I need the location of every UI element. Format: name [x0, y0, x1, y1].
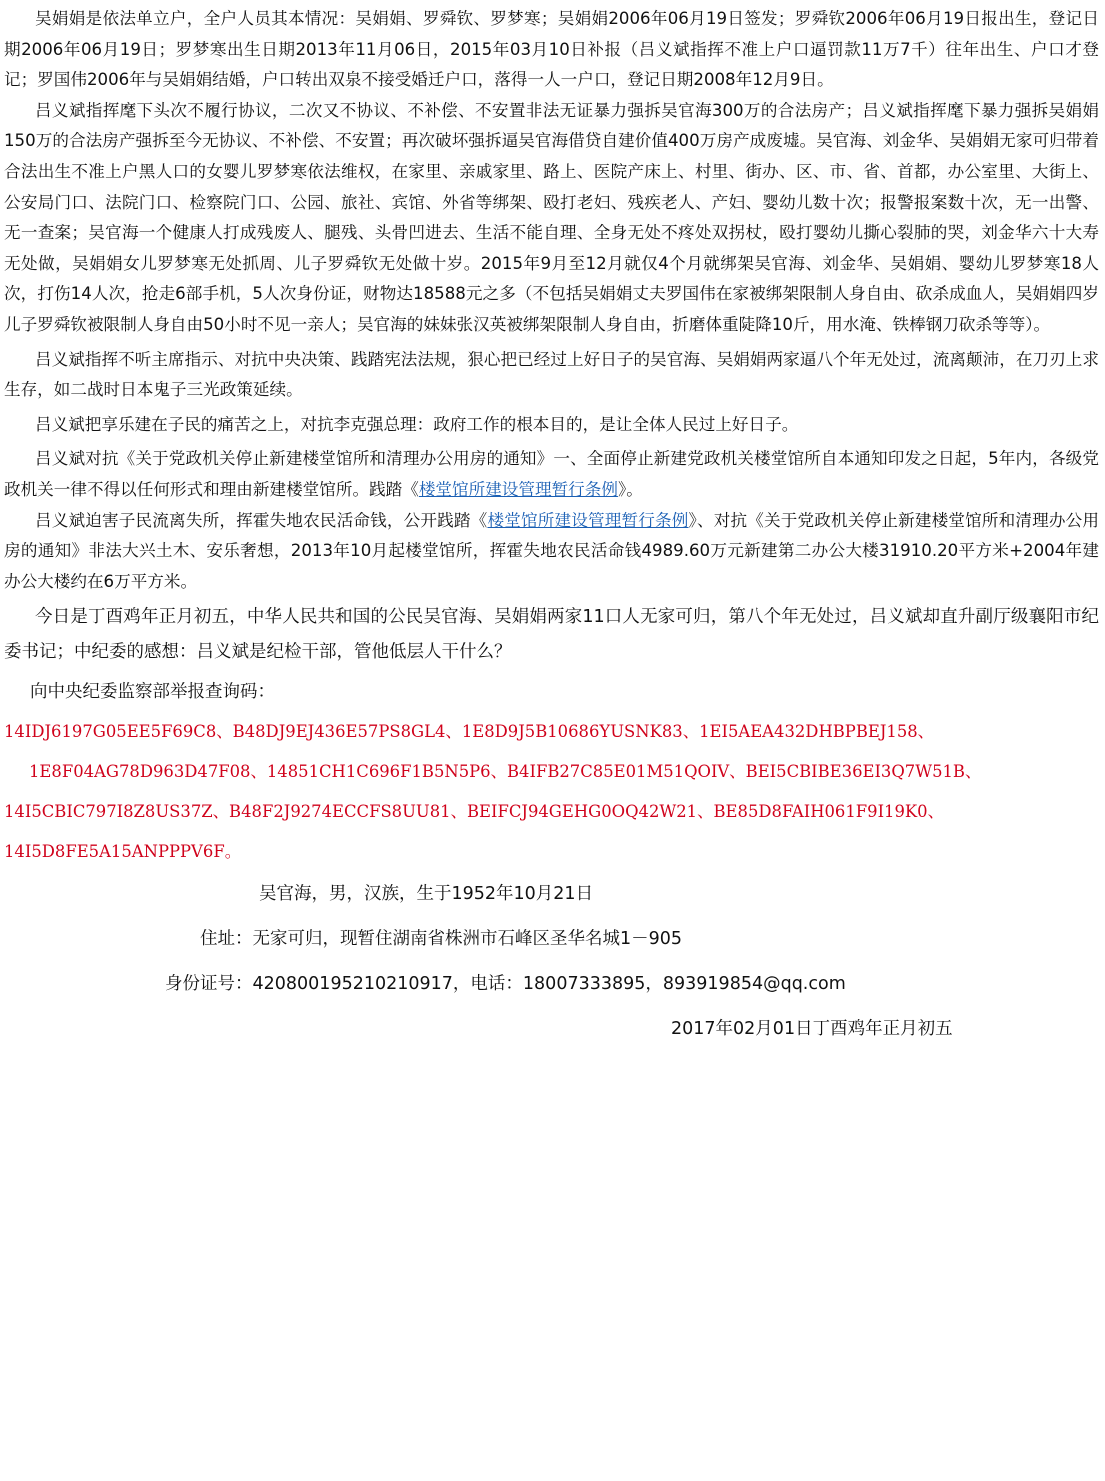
paragraph-notice-tail: 》。 — [617, 479, 643, 499]
paragraph-notice-text: 吕义斌对抗《关于党政机关停止新建楼堂馆所和清理办公用房的通知》一、全面停止新建党政机关楼堂馆所自本通知印发之日起，5年内，各级党政机关一律不得以任何形式和理由新建楼堂馆所。践踏《 — [4, 449, 1099, 499]
paragraph-household: 吴娟娟是依法单立户，全户人员其本情况：吴娟娟、罗舜钦、罗梦寒；吴娟娟2006年06月19日签发；罗舜钦2006年06月19日报出生，登记日期2006年06月19日；罗梦寒出生日期2013年11月06日，2015年03月10日补报（吕义斌指挥不准上户口逼罚款11万7千）往年出生、户口才登记；罗国伟2006年与吴娟娟结婚，户口转出双泉不接受婚迁户口，落得一人一户口，登记日期2008年12月9日。 — [4, 9, 1099, 90]
paragraph-building — [4, 506, 1099, 598]
contact-date: 2017年02月01日丁酉鸡年正月初五 — [671, 1019, 953, 1040]
document — [4, 4, 1099, 1052]
paragraph-building-post: 》、对抗《关于党政机关停止新建楼堂馆所和清理办公用房的通知》非法大兴土木、安乐奢想，2013年10月起楼堂馆所，挥霍失地农民活命钱4989.60万元新建第二办公大楼31910.20平方米+2004年建办公大楼约在6万平方米。 — [4, 510, 1100, 591]
paragraph-defiance: 吕义斌指挥不听主席指示、对抗中央决策、践踏宪法法规，狠心把已经过上好日子的吴官海、吴娟娟两家逼八个年无处过，流离颠沛，在刀刃上求生存，如二战时日本鬼子三光政策延续。 — [4, 349, 1099, 400]
paragraph-today: 今日是丁酉鸡年正月初五，中华人民共和国的公民吴官海、吴娟娟两家11口人无家可归，第八个年无处过，吕义斌却直升副厅级襄阳市纪委书记；中纪委的感想：吕义斌是纪检干部，管他低层人干什么？ — [4, 607, 1099, 663]
contact-id-phone: 身份证号：420800195210210917，电话：18007333895，893919854@qq.com — [165, 974, 846, 995]
paragraph-demolition: 吕义斌指挥麾下头次不履行协议，二次又不协议、不补偿、不安置非法无证暴力强拆吴官海300万的合法房产；吕义斌指挥麾下暴力强拆吴娟娟150万的合法房产强拆至今无协议、不补偿、不安置；再次破坏强拆逼吴官海借贷自建价值400万房产成废墟。吴官海、刘金华、吴娟娟无家可归带着合法出生不准上户黑人口的女婴儿罗梦寒依法维权，在家里、亲戚家里、路上、医院产床上、村里、街办、区、市、省、首都，办公室里、大街上、公安局门口、法院门口、检察院门口、公园、旅社、宾馆、外省等绑架、殴打老妇、残疾老人、产妇、婴幼儿数十次；报警报案数十次，无一出警、无一查案；吴官海一个健康人打成残废人、腿残、头骨凹进去、生活不能自理、全身无处不疼处双拐杖，殴打婴幼儿撕心裂肺的哭，刘金华六十大寿无处做，吴娟娟女儿罗梦寒无处抓周、儿子罗舜钦无处做十岁。2015年9月至12月就仅4个月就绑架吴官海、刘金华、吴娟娟、婴幼儿罗梦寒18人次，打伤14人次，抢走6部手机，5人次身份证，财物达18588元之多（不包括吴娟娟丈夫罗国伟在家被绑架限制人身自由、砍杀成血人，吴娟娟四岁儿子罗舜钦被限制人身自由50小时不见一亲人；吴官海的妹妹张汉英被绑架限制人身自由，折磨体重陡降10斤，用水淹、铁棒钢刀砍杀等等）。 — [4, 100, 1099, 334]
report-codes — [4, 712, 1099, 872]
contact-identity: 吴官海，男，汉族，生于1952年10月21日 — [259, 884, 594, 905]
regulation-link[interactable]: 楼堂馆所建设管理暂行条例 — [418, 479, 618, 499]
codes-line: 1E8F04AG78D963D47F08、14851CH1C696F1B5N5P6、B4IFB27C85E01M51QOIV、BEI5CBIBE36EI3Q7W51B、 — [29, 762, 982, 782]
contact-block — [4, 872, 1099, 1052]
regulation-link-2[interactable]: 楼堂馆所建设管理暂行条例 — [487, 510, 689, 530]
paragraph-building-pre: 吕义斌迫害子民流离失所，挥霍失地农民活命钱，公开践踏《 — [35, 510, 488, 530]
codes-title: 向中央纪委监察部举报查询码： — [30, 682, 275, 703]
paragraph-premier-quote: 吕义斌把享乐建在子民的痛苦之上，对抗李克强总理：政府工作的根本目的，是让全体人民过上好日子。 — [35, 414, 799, 434]
codes-line: 14I5CBIC797I8Z8US37Z、B48F2J9274ECCFS8UU81、BEIFCJ94GEHG0OQ42W21、BE85D8FAIH061F9I19K0、 — [4, 802, 944, 822]
codes-line: 14IDJ6197G05EE5F69C8、B48DJ9EJ436E57PS8GL4、1E8D9J5B10686YUSNK83、1EI5AEA432DHBPBEJ158、 — [4, 722, 935, 742]
paragraph-notice — [4, 444, 1099, 505]
contact-address: 住址：无家可归，现暂住湖南省株洲市石峰区圣华名城1－905 — [200, 929, 683, 950]
codes-line: 14I5D8FE5A15ANPPPV6F。 — [4, 842, 242, 862]
